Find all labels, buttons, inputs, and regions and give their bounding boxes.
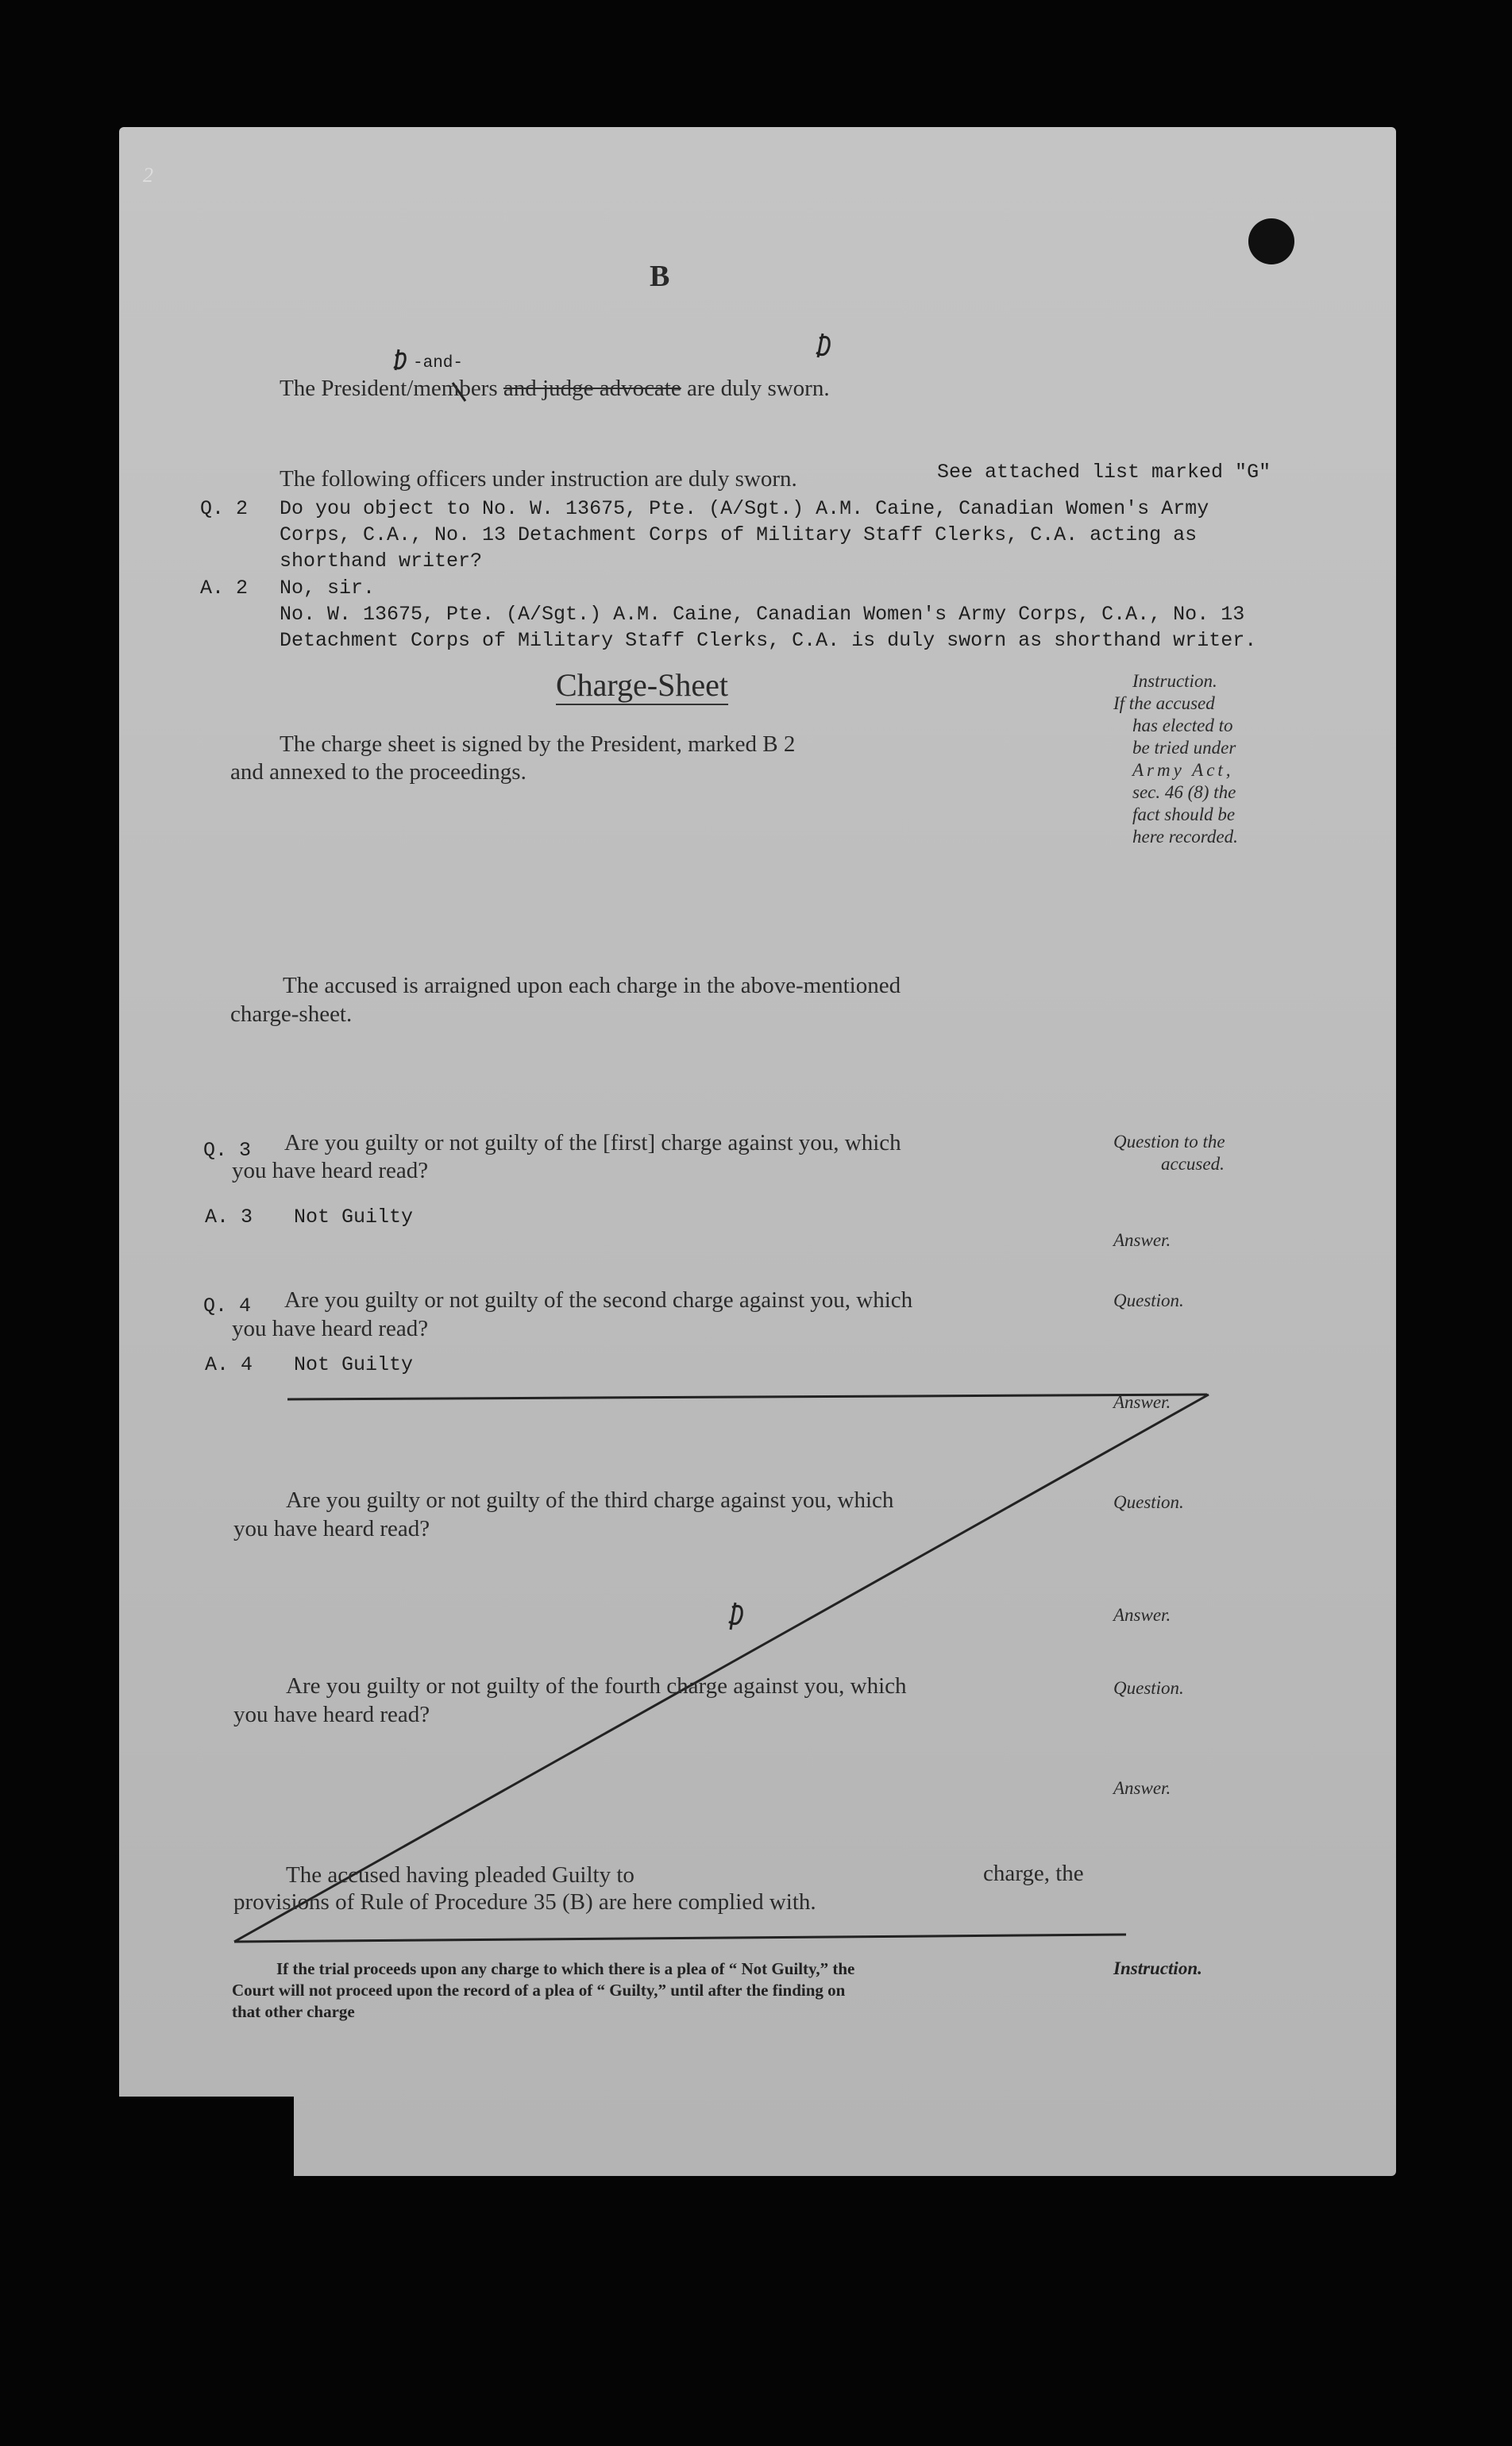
q2-text [280,496,1209,574]
page-number-mark: 2 [143,164,153,187]
arraigned-line2: charge-sheet. [230,1001,353,1027]
guilty-plea-part1: The accused having pleaded Guilty to [286,1862,634,1888]
initial-mark-middle [729,1603,742,1630]
instruction-sidebar [1113,670,1272,848]
footer-instruction-line: If the trial proceeds upon any charge to which there is a plea of “ Not Guilty,” the [276,1959,855,1978]
q4-label: Q. 4 [203,1294,252,1318]
fourth-charge-line1: Are you guilty or not guilty of the fourth charge against you, which [286,1673,907,1699]
q3-side-line: Question to the [1113,1132,1225,1152]
q2-line: Corps, C.A., No. 13 Detachment Corps of Military Staff Clerks, C.A. acting as [280,523,1198,546]
q3-line2: you have heard read? [232,1158,429,1183]
q4-line1: Are you guilty or not guilty of the second charge against you, which [284,1287,913,1313]
initial-mark-top-left [394,349,405,370]
third-answer-side: Answer. [1113,1605,1171,1625]
charge-sheet-heading: Charge-Sheet [556,667,728,705]
oath-pre: The President/ [280,376,414,401]
charge-sheet-text-line1: The charge sheet is signed by the President, marked B 2 [280,731,796,757]
footer-instruction-line: that other charge [232,2002,355,2021]
a4-label: A. 4 [205,1353,253,1376]
a3-answer: Not Guilty [294,1206,414,1229]
instruction-line: If the accused [1113,693,1215,713]
charge-sheet-text-line2: and annexed to the proceedings. [230,759,526,785]
instruction-line: here recorded. [1132,827,1238,847]
a4-side-label: Answer. [1113,1392,1171,1412]
a2-line: No, sir. [280,577,376,600]
guilty-plea-part2: charge, the [983,1861,1084,1886]
q3-side-label [1113,1131,1225,1175]
instruction-line: Army Act, [1132,760,1234,780]
instruction-line: fact should be [1132,804,1236,824]
q2-line: shorthand writer? [280,550,483,573]
oath-line [280,375,830,402]
section-letter: B [650,260,670,293]
arraigned-line1: The accused is arraigned upon each charge in the above-mentioned [283,973,901,998]
instruction-line: sec. 46 (8) the [1132,782,1236,802]
a2-line: No. W. 13675, Pte. (A/Sgt.) A.M. Caine, Canadian Women's Army Corps, C.A., No. 13 [280,603,1245,626]
a4-answer: Not Guilty [294,1353,414,1376]
q3-side-line: accused. [1161,1154,1225,1174]
third-question-side: Question. [1113,1492,1184,1512]
plea-rule-line [234,1935,1126,1942]
a3-side-label: Answer. [1113,1230,1171,1250]
instruction-line: be tried under [1132,738,1236,758]
q4-line2: you have heard read? [232,1316,429,1341]
instruction-title: Instruction. [1132,671,1217,691]
q4-side-label: Question. [1113,1291,1184,1310]
q3-line1: Are you guilty or not guilty of the [first] charge against you, which [284,1130,901,1155]
q2-line: Do you object to No. W. 13675, Pte. (A/Sgt.) A.M. Caine, Canadian Women's Army [280,497,1209,520]
attached-list-note: See attached list marked "G" [937,461,1271,484]
initial-mark-top-right [816,334,829,357]
officers-sworn-line: The following officers under instruction are duly sworn. [280,466,797,492]
a3-label: A. 3 [205,1206,253,1229]
q3-label: Q. 3 [203,1139,252,1162]
third-charge-line1: Are you guilty or not guilty of the third charge against you, which [286,1487,894,1513]
oath-members: members [413,376,498,401]
answer-rule-line [287,1395,1207,1399]
instruction-line: has elected to [1132,716,1233,735]
oath-struck-text: and judge advocate [503,376,681,401]
a2-line: Detachment Corps of Military Staff Clerks, C.A. is duly sworn as shorthand writer. [280,629,1257,652]
inserted-and: -and- [413,354,464,372]
footer-instruction [232,1958,854,2023]
footer-instruction-line: Court will not proceed upon the record of a plea of “ Guilty,” until after the finding on [232,1981,846,2000]
fourth-answer-side: Answer. [1113,1778,1171,1798]
fourth-question-side: Question. [1113,1678,1184,1698]
footer-instruction-side: Instruction. [1113,1958,1202,1978]
q2-label: Q. 2 [200,497,249,520]
a2-text [280,575,1256,654]
fourth-charge-line2: you have heard read? [233,1702,430,1727]
oath-post: are duly sworn. [686,376,830,401]
guilty-plea-line2: provisions of Rule of Procedure 35 (B) are here complied with. [233,1889,816,1915]
a2-label: A. 2 [200,577,249,600]
third-charge-line2: you have heard read? [233,1516,430,1541]
